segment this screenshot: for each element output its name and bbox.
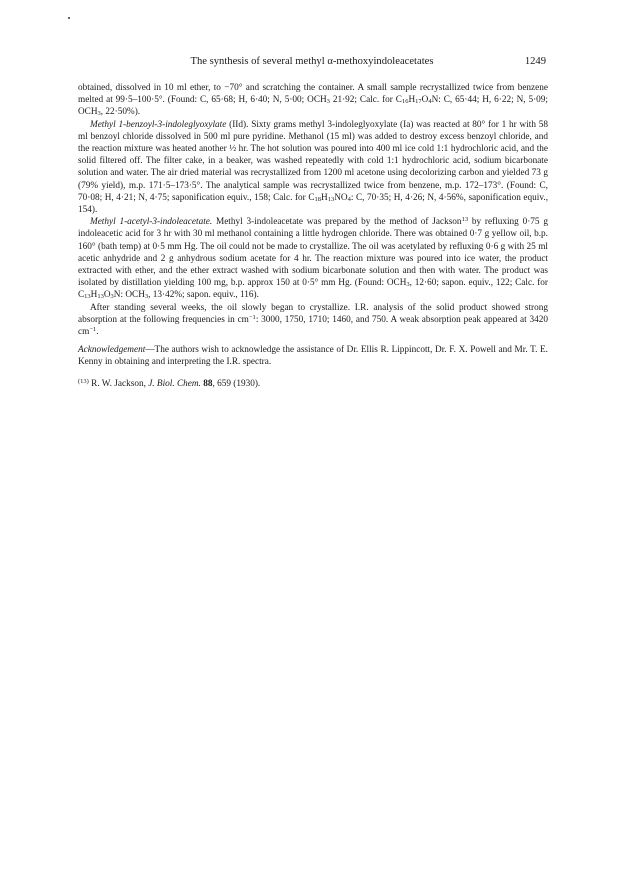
speck-mark — [68, 17, 70, 19]
acknowledgement-heading: Acknowledgement — [78, 345, 146, 356]
journal-name: J. Biol. Chem. — [148, 378, 201, 389]
compound-heading: Methyl 1-benzoyl-3-indoleglyoxylate — [90, 119, 227, 130]
reference-entry: $^{(13)}$ R. W. Jackson, J. Biol. Chem. 88, 659 (1930). — [78, 377, 261, 389]
running-title: The synthesis of several methyl α-methoxyindoleacetates — [190, 56, 434, 67]
compound-heading: Methyl 1-acetyl-3-indoleacetate. — [90, 217, 213, 228]
page-number: 1249 — [524, 56, 546, 67]
paragraph-ir-analysis: After standing several weeks, the oil slowly began to crystallize. I.R. analysis of the solid product showed strong absorption at the following frequencies in $cm^{-1}$: 3000, 1750, 1710; 1460, and 750. A weak absorption peak appeared at 3420 $cm^{-1}$. — [78, 302, 548, 338]
journal-volume: 88 — [203, 378, 213, 389]
acknowledgement: Acknowledgement—The authors wish to acknowledge the assistance of Dr. Ellis R. Lippincott, Dr. F. X. Powell and Mr. T. E. Kenny in obtaining and interpreting the I.R. spectra. — [78, 345, 548, 368]
article-body — [78, 82, 548, 390]
paragraph-continuation: obtained, dissolved in 10 ml ether, to −70° and scratching the container. A small sample recrystallized twice from benzene melted at 99·5–100·5°. (Found: C, 65·68; H, 6·40; N, 5·00; $OCH_3$ 21·92; Calc. for $C_{16}H_{17}O_4N$: C, 65·44; H, 6·22; N, 5·09; $OCH_3$, 22·50%). — [78, 83, 549, 118]
paragraph-acetyl-indoleacetate: Methyl 1-acetyl-3-indoleacetate. Methyl 3-indoleacetate was prepared by the method of Jackson$^{13}$ by refluxing 0·75 g indoleacetic acid for 3 hr with 30 ml methanol containing a little hydrogen chloride. There was obtained 0·7 g yellow oil, b.p. 160° (bath temp) at 0·5 mm Hg. The oil could not be made to crystallize. The oil was acetylated by refluxing 0·6 g with 25 ml acetic anhydride and 2 g anhydrous sodium acetate for 4 hr. The reaction mixture was poured into ice water, the product extracted with ether, and the ether extract washed with sodium bicarbonate solution and then with water. The product was isolated by distillation yielding 100 mg, b.p. approx 150 at 0·5° mm Hg. (Found: $OCH_3$, 12·60; sapon. equiv., 122; Calc. for $C_{13}H_{13}O_3N$: $OCH_3$, 13·42%; sapon. equiv., 116). — [78, 216, 548, 301]
reference-number: (13) — [78, 377, 89, 385]
paragraph-benzoyl-indoleglyoxylate: Methyl 1-benzoyl-3-indoleglyoxylate (IId). Sixty grams methyl 3-indoleglyoxylate (Ia) was reacted at 80° for 1 hr with 58 ml benzoyl chloride dissolved in 500 ml pure pyridine. Methanol (15 ml) was added to destroy excess benzoyl chloride, and the reaction mixture was heated another ½ hr. The hot solution was poured into 400 ml ice cold 1:1 hydrochloric acid, and the solid filtered off. The filter cake, in a beaker, was washed repeatedly with cold 1:1 hydrochloric acid, sodium bicarbonate solution and water. The air dried material was recrystallized from 1200 ml acetone using decolorizing carbon and yielded 73 g (79% yield), m.p. 171·5–173·5°. The analytical sample was recrystallized twice from benzene, m.p. 172–173°. (Found: C, 70·08; H, 4·21; N, 4·75; saponification equiv., 158; Calc. for $C_{18}H_{13}NO_4$: C, 70·35; H, 4·26; N, 4·56%, saponification equiv., 154). — [78, 119, 549, 216]
running-header — [78, 56, 546, 72]
reference-mark: 13 — [461, 216, 469, 224]
